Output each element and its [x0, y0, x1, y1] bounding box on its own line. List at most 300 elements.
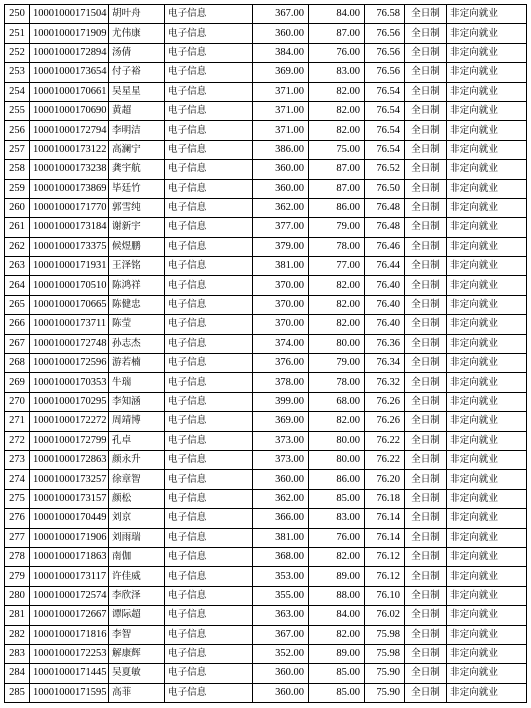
cell-exam-id: 10001000171816: [30, 625, 109, 644]
cell-exam-id: 10001000172863: [30, 450, 109, 469]
cell-interview-score: 76.00: [309, 43, 365, 62]
cell-employment-type: 非定向就业: [447, 179, 527, 198]
cell-initial-score: 376.00: [253, 354, 309, 373]
cell-total-score: 76.44: [365, 257, 405, 276]
cell-rank: 278: [5, 547, 30, 566]
cell-interview-score: 82.00: [309, 547, 365, 566]
cell-total-score: 75.90: [365, 683, 405, 702]
cell-rank: 260: [5, 198, 30, 217]
cell-major: 电子信息: [165, 547, 253, 566]
cell-initial-score: 368.00: [253, 547, 309, 566]
cell-name: 李知涵: [109, 392, 165, 411]
cell-study-mode: 全日制: [405, 547, 447, 566]
table-row: [5, 63, 527, 82]
cell-exam-id: 10001000171595: [30, 683, 109, 702]
cell-rank: 285: [5, 683, 30, 702]
cell-total-score: 76.26: [365, 392, 405, 411]
cell-exam-id: 10001000173869: [30, 179, 109, 198]
cell-rank: 274: [5, 470, 30, 489]
cell-study-mode: 全日制: [405, 160, 447, 179]
cell-initial-score: 381.00: [253, 257, 309, 276]
cell-exam-id: 10001000172272: [30, 412, 109, 431]
cell-exam-id: 10001000173122: [30, 140, 109, 159]
cell-exam-id: 10001000170295: [30, 392, 109, 411]
cell-initial-score: 366.00: [253, 509, 309, 528]
cell-study-mode: 全日制: [405, 431, 447, 450]
cell-total-score: 76.54: [365, 101, 405, 120]
table-body: [5, 5, 527, 703]
cell-employment-type: 非定向就业: [447, 82, 527, 101]
cell-rank: 256: [5, 121, 30, 140]
cell-initial-score: 355.00: [253, 586, 309, 605]
cell-rank: 280: [5, 586, 30, 605]
cell-major: 电子信息: [165, 237, 253, 256]
cell-employment-type: 非定向就业: [447, 528, 527, 547]
cell-interview-score: 82.00: [309, 315, 365, 334]
cell-name: 李智: [109, 625, 165, 644]
cell-total-score: 76.22: [365, 431, 405, 450]
cell-major: 电子信息: [165, 257, 253, 276]
cell-rank: 264: [5, 276, 30, 295]
cell-interview-score: 85.00: [309, 489, 365, 508]
cell-initial-score: 371.00: [253, 82, 309, 101]
cell-interview-score: 83.00: [309, 63, 365, 82]
cell-rank: 284: [5, 664, 30, 683]
cell-study-mode: 全日制: [405, 82, 447, 101]
cell-exam-id: 10001000171906: [30, 528, 109, 547]
cell-rank: 270: [5, 392, 30, 411]
cell-name: 吴星星: [109, 82, 165, 101]
cell-interview-score: 82.00: [309, 625, 365, 644]
cell-interview-score: 83.00: [309, 509, 365, 528]
cell-rank: 258: [5, 160, 30, 179]
cell-rank: 265: [5, 295, 30, 314]
cell-initial-score: 362.00: [253, 489, 309, 508]
cell-rank: 257: [5, 140, 30, 159]
cell-employment-type: 非定向就业: [447, 5, 527, 24]
cell-rank: 255: [5, 101, 30, 120]
cell-rank: 261: [5, 218, 30, 237]
cell-name: 许佳威: [109, 567, 165, 586]
cell-major: 电子信息: [165, 644, 253, 663]
cell-study-mode: 全日制: [405, 276, 447, 295]
cell-rank: 263: [5, 257, 30, 276]
cell-name: 颜永升: [109, 450, 165, 469]
cell-name: 谢新宇: [109, 218, 165, 237]
cell-interview-score: 78.00: [309, 373, 365, 392]
cell-interview-score: 75.00: [309, 140, 365, 159]
table-row: [5, 567, 527, 586]
cell-major: 电子信息: [165, 470, 253, 489]
cell-major: 电子信息: [165, 121, 253, 140]
cell-major: 电子信息: [165, 276, 253, 295]
cell-study-mode: 全日制: [405, 198, 447, 217]
cell-interview-score: 87.00: [309, 24, 365, 43]
cell-initial-score: 370.00: [253, 276, 309, 295]
cell-name: 付子裕: [109, 63, 165, 82]
table-row: [5, 198, 527, 217]
cell-initial-score: 360.00: [253, 683, 309, 702]
cell-employment-type: 非定向就业: [447, 683, 527, 702]
table-row: [5, 625, 527, 644]
results-table: [4, 4, 527, 703]
cell-total-score: 76.26: [365, 412, 405, 431]
cell-interview-score: 82.00: [309, 101, 365, 120]
cell-name: 颜松: [109, 489, 165, 508]
table-row: [5, 644, 527, 663]
cell-rank: 276: [5, 509, 30, 528]
cell-total-score: 76.32: [365, 373, 405, 392]
cell-name: 谭际超: [109, 606, 165, 625]
cell-employment-type: 非定向就业: [447, 567, 527, 586]
cell-interview-score: 88.00: [309, 586, 365, 605]
cell-employment-type: 非定向就业: [447, 489, 527, 508]
cell-exam-id: 10001000173711: [30, 315, 109, 334]
cell-name: 游若楠: [109, 354, 165, 373]
cell-initial-score: 369.00: [253, 63, 309, 82]
cell-name: 陈鸿祥: [109, 276, 165, 295]
cell-employment-type: 非定向就业: [447, 373, 527, 392]
cell-initial-score: 352.00: [253, 644, 309, 663]
cell-name: 黄超: [109, 101, 165, 120]
cell-interview-score: 82.00: [309, 276, 365, 295]
cell-total-score: 76.46: [365, 237, 405, 256]
cell-employment-type: 非定向就业: [447, 140, 527, 159]
cell-major: 电子信息: [165, 160, 253, 179]
cell-rank: 273: [5, 450, 30, 469]
cell-rank: 253: [5, 63, 30, 82]
table-row: [5, 218, 527, 237]
cell-exam-id: 10001000171863: [30, 547, 109, 566]
cell-exam-id: 10001000170510: [30, 276, 109, 295]
cell-name: 孔卓: [109, 431, 165, 450]
cell-major: 电子信息: [165, 528, 253, 547]
cell-interview-score: 87.00: [309, 160, 365, 179]
table-row: [5, 606, 527, 625]
table-row: [5, 528, 527, 547]
cell-study-mode: 全日制: [405, 567, 447, 586]
cell-employment-type: 非定向就业: [447, 431, 527, 450]
table-row: [5, 82, 527, 101]
cell-interview-score: 76.00: [309, 528, 365, 547]
cell-interview-score: 68.00: [309, 392, 365, 411]
cell-initial-score: 353.00: [253, 567, 309, 586]
table-row: [5, 140, 527, 159]
cell-rank: 282: [5, 625, 30, 644]
cell-name: 李明洁: [109, 121, 165, 140]
cell-study-mode: 全日制: [405, 450, 447, 469]
cell-exam-id: 10001000170665: [30, 295, 109, 314]
cell-initial-score: 362.00: [253, 198, 309, 217]
cell-major: 电子信息: [165, 392, 253, 411]
cell-initial-score: 360.00: [253, 179, 309, 198]
cell-total-score: 76.18: [365, 489, 405, 508]
cell-initial-score: 369.00: [253, 412, 309, 431]
cell-name: 胡叶舟: [109, 5, 165, 24]
cell-major: 电子信息: [165, 63, 253, 82]
cell-name: 孙志杰: [109, 334, 165, 353]
cell-interview-score: 79.00: [309, 354, 365, 373]
cell-initial-score: 360.00: [253, 24, 309, 43]
cell-interview-score: 84.00: [309, 5, 365, 24]
cell-exam-id: 10001000173184: [30, 218, 109, 237]
cell-total-score: 76.34: [365, 354, 405, 373]
table-row: [5, 179, 527, 198]
cell-major: 电子信息: [165, 315, 253, 334]
cell-study-mode: 全日制: [405, 121, 447, 140]
cell-exam-id: 10001000171445: [30, 664, 109, 683]
cell-employment-type: 非定向就业: [447, 547, 527, 566]
cell-exam-id: 10001000173238: [30, 160, 109, 179]
cell-rank: 275: [5, 489, 30, 508]
cell-total-score: 76.10: [365, 586, 405, 605]
cell-study-mode: 全日制: [405, 101, 447, 120]
cell-major: 电子信息: [165, 179, 253, 198]
cell-rank: 252: [5, 43, 30, 62]
table-row: [5, 276, 527, 295]
cell-exam-id: 10001000173117: [30, 567, 109, 586]
cell-employment-type: 非定向就业: [447, 509, 527, 528]
cell-initial-score: 371.00: [253, 101, 309, 120]
cell-interview-score: 82.00: [309, 295, 365, 314]
cell-interview-score: 86.00: [309, 198, 365, 217]
cell-major: 电子信息: [165, 567, 253, 586]
table-row: [5, 121, 527, 140]
cell-employment-type: 非定向就业: [447, 644, 527, 663]
cell-major: 电子信息: [165, 489, 253, 508]
table-row: [5, 547, 527, 566]
cell-interview-score: 78.00: [309, 237, 365, 256]
cell-employment-type: 非定向就业: [447, 450, 527, 469]
cell-total-score: 76.36: [365, 334, 405, 353]
cell-total-score: 76.14: [365, 509, 405, 528]
cell-initial-score: 399.00: [253, 392, 309, 411]
cell-employment-type: 非定向就业: [447, 295, 527, 314]
cell-total-score: 75.98: [365, 644, 405, 663]
cell-exam-id: 10001000171931: [30, 257, 109, 276]
cell-name: 吴夏敏: [109, 664, 165, 683]
cell-employment-type: 非定向就业: [447, 24, 527, 43]
cell-employment-type: 非定向就业: [447, 470, 527, 489]
cell-initial-score: 377.00: [253, 218, 309, 237]
table-row: [5, 489, 527, 508]
cell-initial-score: 370.00: [253, 315, 309, 334]
cell-major: 电子信息: [165, 354, 253, 373]
cell-major: 电子信息: [165, 664, 253, 683]
cell-initial-score: 381.00: [253, 528, 309, 547]
cell-interview-score: 87.00: [309, 179, 365, 198]
cell-exam-id: 10001000173375: [30, 237, 109, 256]
cell-exam-id: 10001000172799: [30, 431, 109, 450]
cell-name: 刘京: [109, 509, 165, 528]
cell-rank: 272: [5, 431, 30, 450]
cell-name: 高澜宁: [109, 140, 165, 159]
cell-interview-score: 86.00: [309, 470, 365, 489]
cell-total-score: 76.56: [365, 24, 405, 43]
cell-exam-id: 10001000173257: [30, 470, 109, 489]
cell-initial-score: 370.00: [253, 295, 309, 314]
cell-study-mode: 全日制: [405, 218, 447, 237]
cell-study-mode: 全日制: [405, 586, 447, 605]
cell-total-score: 76.56: [365, 43, 405, 62]
cell-exam-id: 10001000170449: [30, 509, 109, 528]
cell-interview-score: 80.00: [309, 334, 365, 353]
cell-study-mode: 全日制: [405, 354, 447, 373]
cell-study-mode: 全日制: [405, 664, 447, 683]
cell-name: 郭雪纯: [109, 198, 165, 217]
cell-rank: 268: [5, 354, 30, 373]
cell-initial-score: 360.00: [253, 160, 309, 179]
cell-major: 电子信息: [165, 101, 253, 120]
cell-interview-score: 89.00: [309, 567, 365, 586]
cell-employment-type: 非定向就业: [447, 63, 527, 82]
cell-name: 高菲: [109, 683, 165, 702]
cell-exam-id: 10001000170661: [30, 82, 109, 101]
cell-rank: 283: [5, 644, 30, 663]
cell-exam-id: 10001000172894: [30, 43, 109, 62]
cell-study-mode: 全日制: [405, 528, 447, 547]
cell-study-mode: 全日制: [405, 257, 447, 276]
cell-total-score: 76.54: [365, 82, 405, 101]
cell-major: 电子信息: [165, 198, 253, 217]
cell-initial-score: 379.00: [253, 237, 309, 256]
cell-initial-score: 373.00: [253, 450, 309, 469]
cell-exam-id: 10001000172253: [30, 644, 109, 663]
cell-interview-score: 80.00: [309, 431, 365, 450]
table-row: [5, 431, 527, 450]
cell-employment-type: 非定向就业: [447, 257, 527, 276]
cell-employment-type: 非定向就业: [447, 276, 527, 295]
cell-major: 电子信息: [165, 5, 253, 24]
cell-rank: 251: [5, 24, 30, 43]
cell-initial-score: 378.00: [253, 373, 309, 392]
table-row: [5, 392, 527, 411]
cell-study-mode: 全日制: [405, 470, 447, 489]
cell-exam-id: 10001000172794: [30, 121, 109, 140]
cell-name: 刘雨瑞: [109, 528, 165, 547]
cell-study-mode: 全日制: [405, 606, 447, 625]
cell-name: 解康辉: [109, 644, 165, 663]
cell-name: 南伽: [109, 547, 165, 566]
cell-total-score: 76.50: [365, 179, 405, 198]
cell-exam-id: 10001000173157: [30, 489, 109, 508]
cell-total-score: 76.22: [365, 450, 405, 469]
cell-study-mode: 全日制: [405, 140, 447, 159]
cell-total-score: 76.52: [365, 160, 405, 179]
cell-total-score: 76.12: [365, 567, 405, 586]
cell-name: 王泽铭: [109, 257, 165, 276]
cell-name: 陈健忠: [109, 295, 165, 314]
table-row: [5, 334, 527, 353]
table-row: [5, 586, 527, 605]
cell-rank: 279: [5, 567, 30, 586]
table-row: [5, 509, 527, 528]
cell-total-score: 75.98: [365, 625, 405, 644]
cell-total-score: 76.54: [365, 140, 405, 159]
cell-initial-score: 363.00: [253, 606, 309, 625]
cell-initial-score: 371.00: [253, 121, 309, 140]
cell-study-mode: 全日制: [405, 179, 447, 198]
cell-study-mode: 全日制: [405, 644, 447, 663]
cell-name: 尤伟康: [109, 24, 165, 43]
cell-study-mode: 全日制: [405, 509, 447, 528]
cell-study-mode: 全日制: [405, 625, 447, 644]
cell-major: 电子信息: [165, 140, 253, 159]
cell-study-mode: 全日制: [405, 237, 447, 256]
cell-study-mode: 全日制: [405, 334, 447, 353]
cell-interview-score: 82.00: [309, 412, 365, 431]
cell-total-score: 76.48: [365, 218, 405, 237]
cell-major: 电子信息: [165, 586, 253, 605]
cell-total-score: 76.14: [365, 528, 405, 547]
cell-total-score: 76.54: [365, 121, 405, 140]
cell-employment-type: 非定向就业: [447, 354, 527, 373]
cell-interview-score: 82.00: [309, 82, 365, 101]
cell-major: 电子信息: [165, 450, 253, 469]
cell-total-score: 76.48: [365, 198, 405, 217]
cell-interview-score: 79.00: [309, 218, 365, 237]
table-row: [5, 257, 527, 276]
cell-name: 周靖博: [109, 412, 165, 431]
cell-exam-id: 10001000172667: [30, 606, 109, 625]
table-row: [5, 160, 527, 179]
cell-employment-type: 非定向就业: [447, 334, 527, 353]
cell-interview-score: 82.00: [309, 121, 365, 140]
cell-study-mode: 全日制: [405, 412, 447, 431]
table-row: [5, 315, 527, 334]
cell-study-mode: 全日制: [405, 373, 447, 392]
table-row: [5, 412, 527, 431]
cell-study-mode: 全日制: [405, 392, 447, 411]
cell-study-mode: 全日制: [405, 63, 447, 82]
cell-initial-score: 373.00: [253, 431, 309, 450]
cell-exam-id: 10001000170690: [30, 101, 109, 120]
cell-exam-id: 10001000172748: [30, 334, 109, 353]
cell-study-mode: 全日制: [405, 24, 447, 43]
cell-major: 电子信息: [165, 334, 253, 353]
cell-rank: 281: [5, 606, 30, 625]
cell-employment-type: 非定向就业: [447, 237, 527, 256]
cell-interview-score: 84.00: [309, 606, 365, 625]
cell-employment-type: 非定向就业: [447, 664, 527, 683]
cell-total-score: 76.20: [365, 470, 405, 489]
cell-rank: 277: [5, 528, 30, 547]
table-row: [5, 373, 527, 392]
cell-total-score: 76.40: [365, 315, 405, 334]
cell-exam-id: 10001000171909: [30, 24, 109, 43]
cell-employment-type: 非定向就业: [447, 625, 527, 644]
cell-name: 徐章智: [109, 470, 165, 489]
cell-rank: 259: [5, 179, 30, 198]
table-row: [5, 43, 527, 62]
cell-employment-type: 非定向就业: [447, 315, 527, 334]
cell-total-score: 76.12: [365, 547, 405, 566]
cell-name: 牛瑞: [109, 373, 165, 392]
cell-name: 李欣泽: [109, 586, 165, 605]
cell-major: 电子信息: [165, 24, 253, 43]
cell-employment-type: 非定向就业: [447, 218, 527, 237]
cell-major: 电子信息: [165, 43, 253, 62]
cell-employment-type: 非定向就业: [447, 606, 527, 625]
cell-name: 毕廷竹: [109, 179, 165, 198]
cell-interview-score: 85.00: [309, 683, 365, 702]
cell-name: 陈莹: [109, 315, 165, 334]
cell-employment-type: 非定向就业: [447, 101, 527, 120]
cell-exam-id: 10001000171770: [30, 198, 109, 217]
cell-initial-score: 386.00: [253, 140, 309, 159]
cell-study-mode: 全日制: [405, 43, 447, 62]
cell-exam-id: 10001000172574: [30, 586, 109, 605]
